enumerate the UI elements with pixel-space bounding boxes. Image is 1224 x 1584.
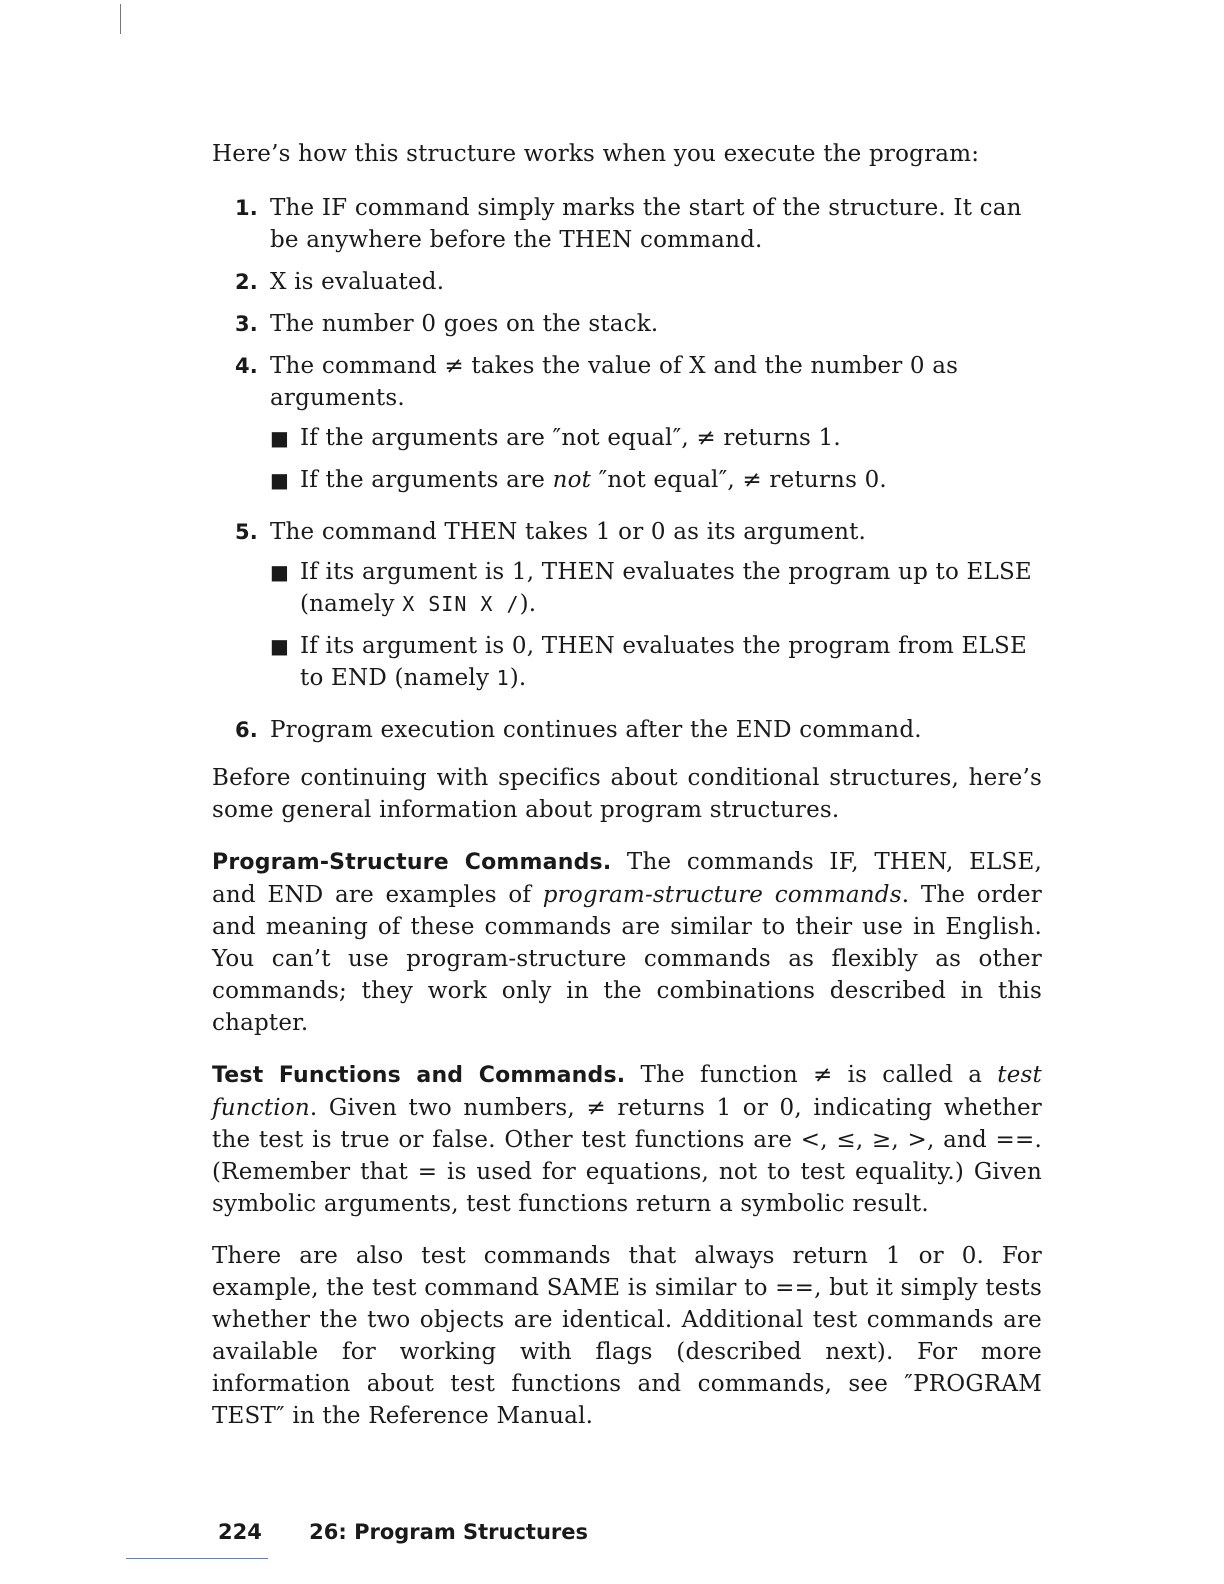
step-number: 5. <box>235 520 258 544</box>
scan-margin-mark <box>120 4 121 34</box>
footer-rule <box>126 1558 268 1559</box>
bullet-list <box>270 556 1042 694</box>
emphasis: program-structure commands <box>542 882 902 908</box>
square-bullet-icon: ■ <box>270 468 290 492</box>
step-text: Program execution continues after the END command. <box>270 717 922 743</box>
bullet-text: If the arguments are ″not equal″, ≠ returns 1. <box>300 425 841 451</box>
step-1 <box>212 192 1042 256</box>
bullet-item <box>270 422 1042 454</box>
page-number: 224 <box>218 1520 262 1544</box>
run-in-heading: Program-Structure Commands. <box>212 850 612 875</box>
step-number: 6. <box>235 718 258 742</box>
bullet-list <box>270 422 1042 496</box>
intro-text: Here’s how this structure works when you execute the program: <box>212 141 980 167</box>
emphasis: test function <box>212 1062 1042 1121</box>
bullet-item <box>270 556 1042 620</box>
step-number: 3. <box>235 312 258 336</box>
step-2 <box>212 266 1042 298</box>
bullet-text: If its argument is 0, THEN evaluates the program from ELSE to END (namely 1). <box>300 633 1027 691</box>
step-number: 2. <box>235 270 258 294</box>
step-text: X is evaluated. <box>270 269 445 295</box>
step-text: The command ≠ takes the value of X and the number 0 as arguments. <box>270 353 959 411</box>
step-4 <box>212 350 1042 506</box>
step-6 <box>212 714 1042 746</box>
emphasis: not <box>552 467 592 493</box>
step-number: 4. <box>235 354 258 378</box>
chapter-title: 26: Program Structures <box>309 1520 589 1544</box>
code-snippet: X SIN X / <box>402 592 520 616</box>
paragraph-test-commands: There are also test commands that always return 1 or 0. For example, the test command SAME is similar to ==, but it simply tests whether the two objects are identical. Additional test commands are available for working with flags (described next). For more information about test functions and commands, see ″PROGRAM TEST″ in the Reference Manual. <box>212 1243 1042 1429</box>
step-3 <box>212 308 1042 340</box>
step-number: 1. <box>235 196 258 220</box>
bullet-item <box>270 630 1042 694</box>
bullet-text: If its argument is 1, THEN evaluates the program up to ELSE (namely X SIN X /). <box>300 559 1032 617</box>
paragraph-program-structure-commands: Program-Structure Commands. The commands IF, THEN, ELSE, and END are examples of program-structure commands. The order and meaning of these commands are similar to their use in English. You can’t use program-structure commands as flexibly as other commands; they work only in the combinations described in this chapter. <box>212 849 1042 1036</box>
step-list <box>212 192 1042 746</box>
square-bullet-icon: ■ <box>270 560 290 584</box>
paragraph-test-functions: Test Functions and Commands. The function ≠ is called a test function. Given two numbers, ≠ returns 1 or 0, indicating whether the test is true or false. Other test functions are <, ≤, ≥, >, and ==. (Remember that = is used for equations, not to test equality.) Given symbolic arguments, test functions return a symbolic result. <box>212 1062 1042 1217</box>
bullet-text: If the arguments are not ″not equal″, ≠ returns 0. <box>300 467 887 493</box>
run-in-heading: Test Functions and Commands. <box>212 1063 626 1088</box>
step-text: The number 0 goes on the stack. <box>270 311 659 337</box>
step-5 <box>212 516 1042 704</box>
square-bullet-icon: ■ <box>270 634 290 658</box>
page-content <box>212 138 1042 1432</box>
square-bullet-icon: ■ <box>270 426 290 450</box>
step-text: The command THEN takes 1 or 0 as its argument. <box>270 519 867 545</box>
code-snippet: 1 <box>496 666 510 690</box>
bullet-item <box>270 464 1042 496</box>
step-text: The IF command simply marks the start of the structure. It can be anywhere before the THEN command. <box>270 195 1022 253</box>
page-footer <box>218 1520 588 1544</box>
paragraph-general: Before continuing with specifics about conditional structures, here’s some general information about program structures. <box>212 765 1042 823</box>
